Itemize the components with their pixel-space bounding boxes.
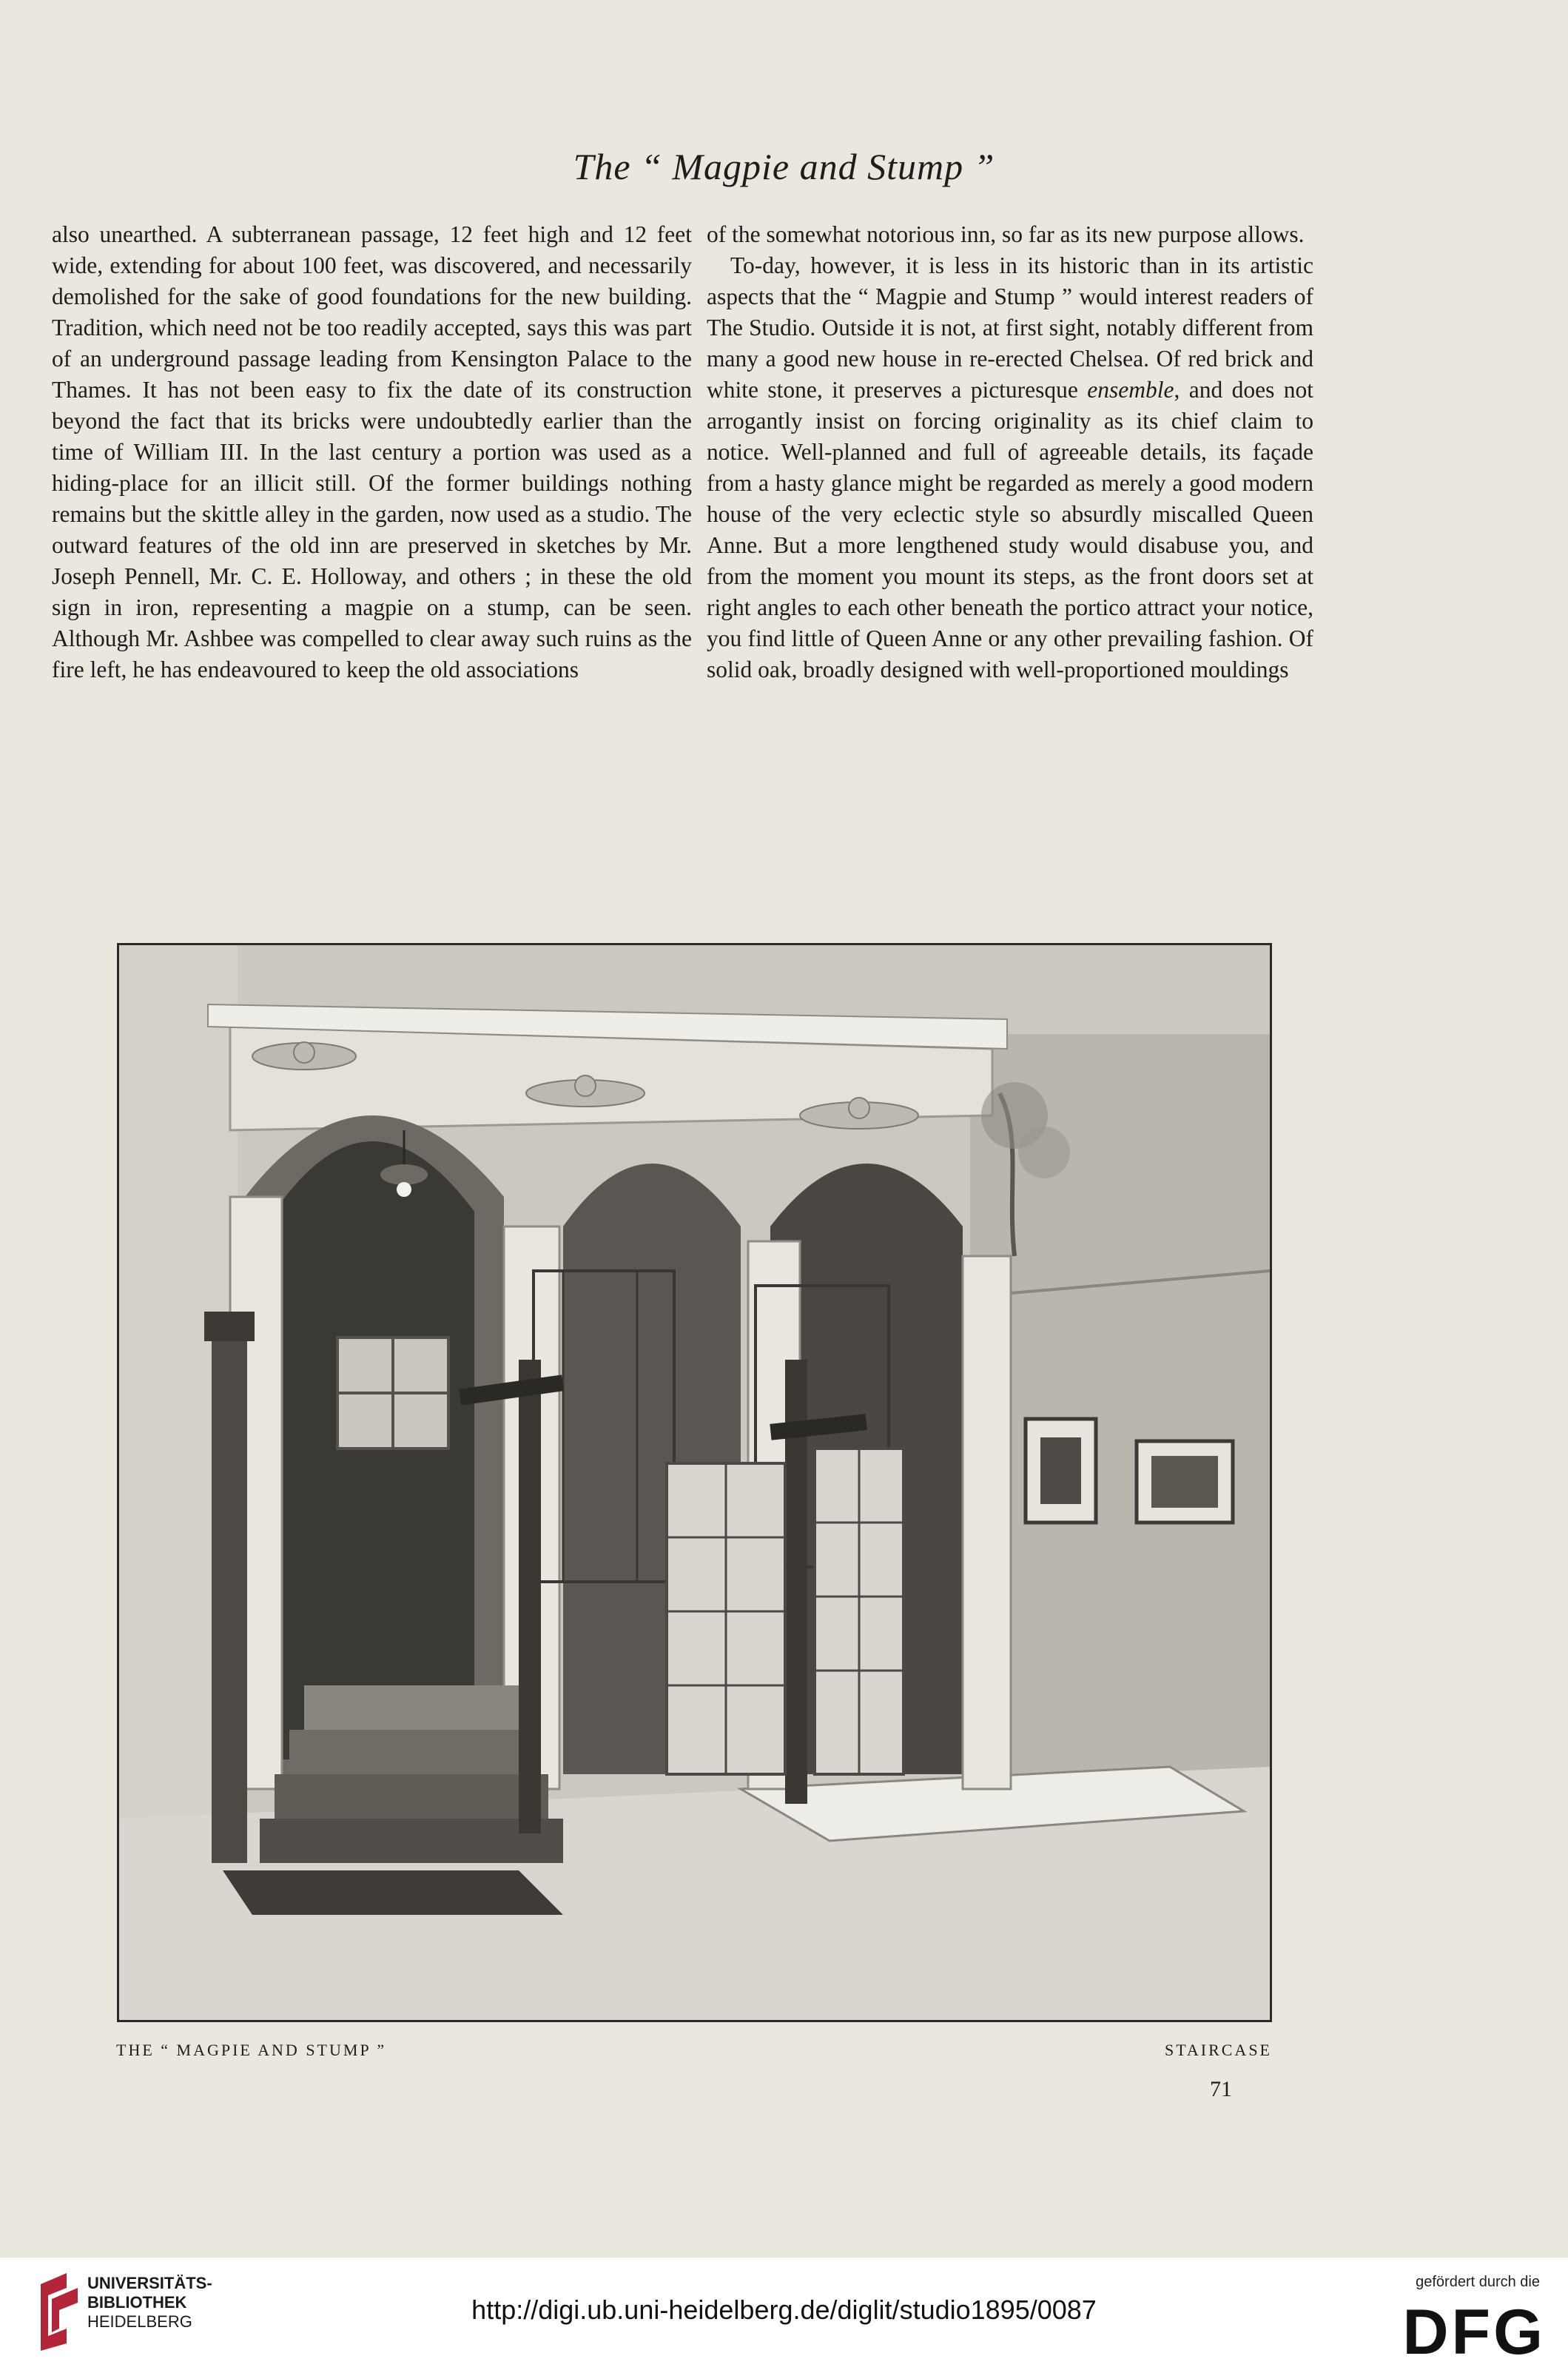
library-name-line: UNIVERSITÄTS- — [87, 2274, 212, 2292]
funding-note: gefördert durch die — [1416, 2274, 1540, 2290]
staircase-illustration — [117, 943, 1272, 2022]
paragraph-text: To-day, however, it is less in its historic than in its artistic aspects that the “ Magpie and Stump ” would interest readers of The Studio. Outside it is not, at first sight, notably different from many a good new house in re-erected Chelsea. Of red brick and white stone, it preserves a picturesque — [707, 252, 1313, 403]
left-column-paragraph: also unearthed. A subterranean passage, 12 feet high and 12 feet wide, extending for about 100 feet, was discovered, and necessarily demolished for the sake of good foundations for the new building. Tradition, which need not be too readily accepted, says this was part of an underground passage leading from Kensington Palace to the Thames. It has not been easy to fix the date of its construction beyond the fact that its bricks were undoubtedly earlier than the time of William III. In the last century a portion was used as a hiding-place for an illicit still. Of the former buildings nothing remains but the skittle alley in the garden, now used as a studio. The outward features of the old inn are preserved in sketches by Mr. Joseph Pennell, Mr. C. E. Holloway, and others ; in these the old sign in iron, representing a magpie on a stump, can be seen. Although Mr. Ashbee was compelled to clear away such ruins as the fire left, he has endeavoured to keep the old associations — [52, 221, 692, 682]
library-name-line: BIBLIOTHEK — [87, 2293, 187, 2312]
italic-word: ensemble — [1087, 377, 1174, 403]
left-text-column — [52, 219, 692, 685]
library-name-line: HEIDELBERG — [87, 2312, 192, 2331]
right-column-paragraph-2 — [707, 250, 1313, 685]
figure-caption-right: STAIRCASE — [1164, 2041, 1272, 2059]
permalink-url[interactable]: http://digi.ub.uni-heidelberg.de/diglit/studio1895/0087 — [471, 2295, 1097, 2325]
digitization-footer — [0, 2258, 1568, 2373]
page-number: 71 — [1210, 2077, 1232, 2101]
figure-caption-left: THE “ MAGPIE AND STUMP ” — [116, 2041, 387, 2059]
right-text-column — [707, 219, 1313, 685]
dfg-logo: DFG — [1402, 2297, 1546, 2368]
paragraph-text-continued: , and does not arrogantly insist on forcing originality as its chief claim to notice. Well-planned and full of agreeable details, its façade from a hasty glance might be regarded as merely a good modern house of the very eclectic style so absurdly miscalled Queen Anne. But a more lengthened study would disabuse you, and from the moment you mount its steps, as the front doors set at right angles to each other beneath the portico attract your notice, you find little of Queen Anne or any other prevailing fashion. Of solid oak, broadly designed with well-proportioned mouldings — [707, 377, 1313, 682]
running-head: The “ Magpie and Stump ” — [573, 146, 995, 187]
right-column-paragraph-1: of the somewhat notorious inn, so far as its new purpose allows. — [707, 221, 1305, 247]
